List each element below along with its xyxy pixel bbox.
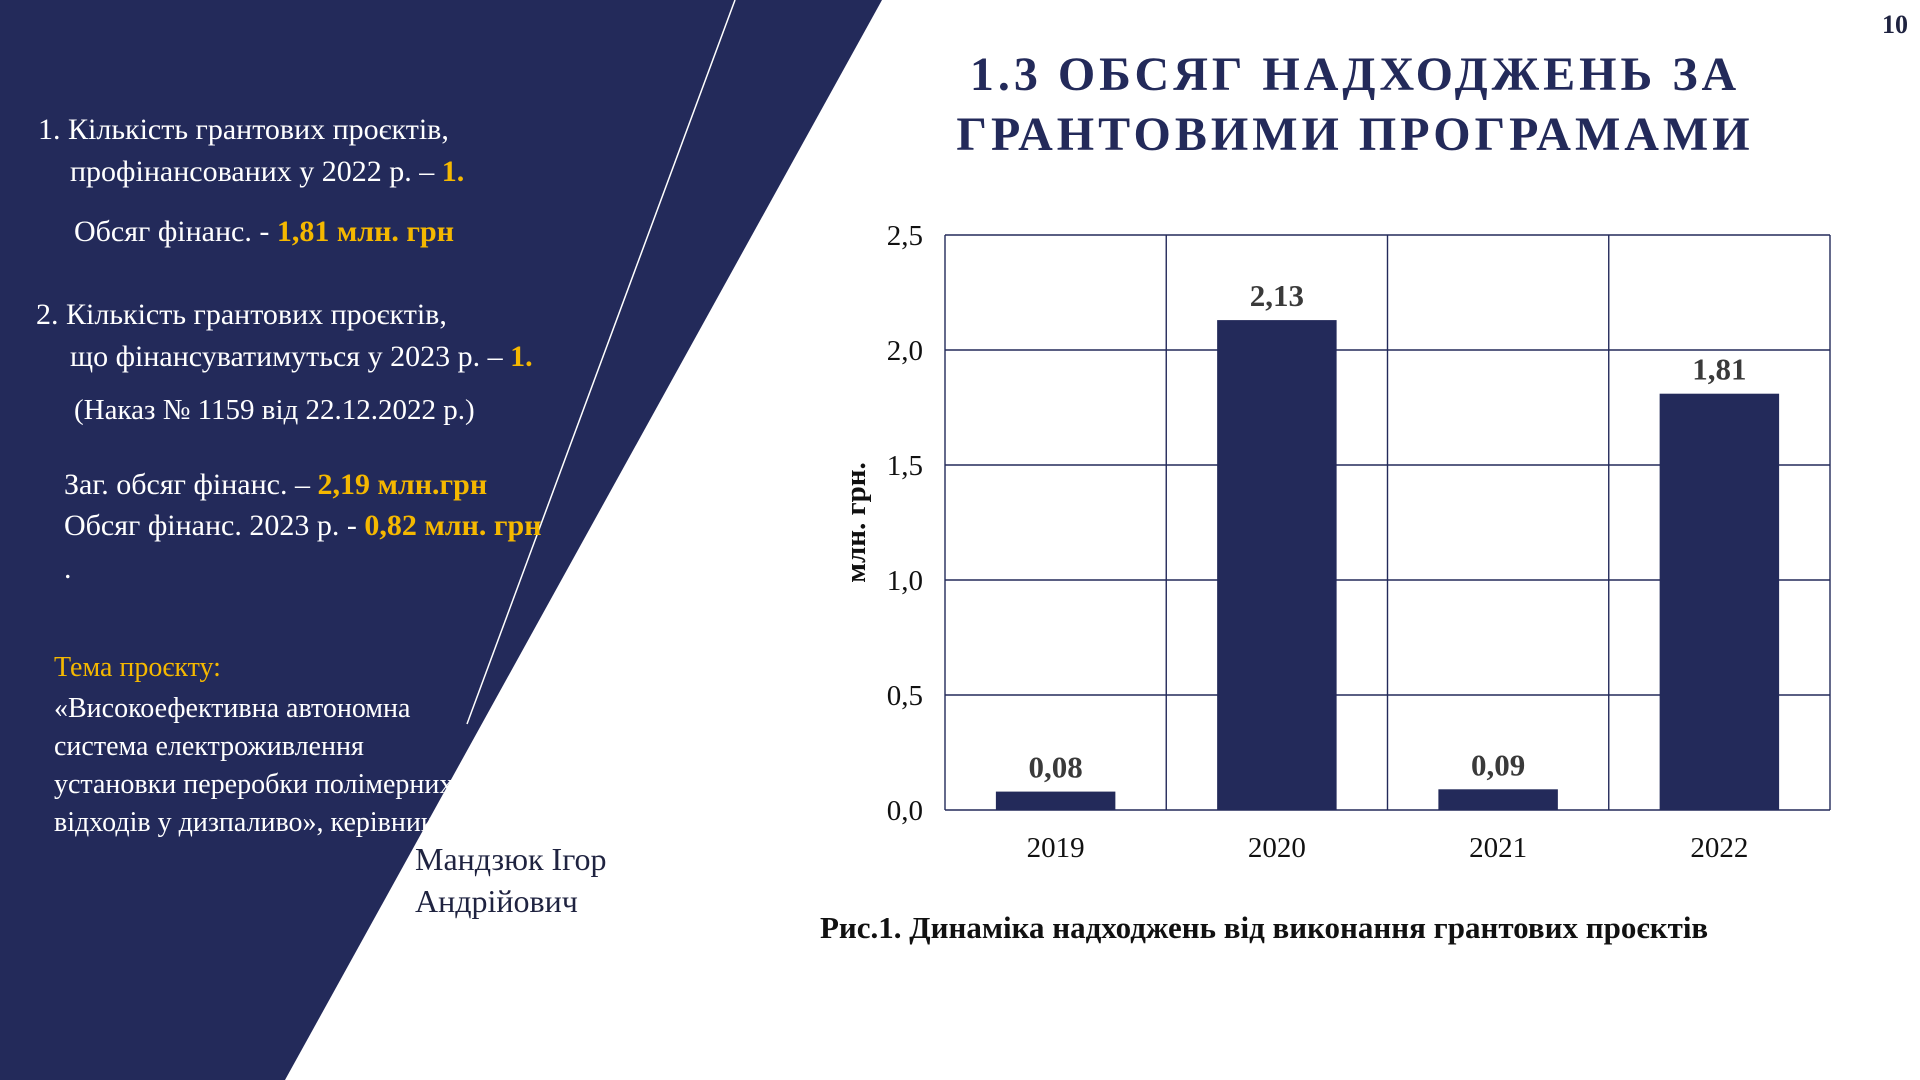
bar [996, 792, 1115, 810]
item1-value: 1. [441, 155, 465, 188]
bar-value-label: 0,09 [1471, 747, 1526, 783]
total-label: Заг. обсяг фінанс. – [64, 468, 318, 501]
y-tick-label: 0,0 [886, 795, 923, 827]
x-tick-label: 2019 [1026, 832, 1085, 864]
chart-caption: Рис.1. Динаміка надходжень від виконання грантових проєктів [820, 910, 1709, 945]
fin2023-label: Обсяг фінанс. 2023 р. - [64, 509, 365, 542]
topic-label: Тема проєкту: [54, 652, 221, 683]
bar-chart [840, 200, 1840, 870]
y-axis-label: млн. грн. [840, 462, 872, 583]
order-note: (Наказ № 1159 від 22.12.2022 р.) [74, 394, 475, 426]
y-tick-label: 1,5 [886, 450, 923, 482]
x-tick-label: 2021 [1469, 832, 1528, 864]
bar [1660, 394, 1779, 810]
y-tick-label: 2,5 [886, 220, 923, 252]
page-number: 10 [1882, 10, 1908, 39]
project-leader: Мандзюк Ігор Андрійович [415, 841, 607, 919]
bar-value-label: 2,13 [1249, 278, 1304, 314]
fin2023-value: 0,82 млн. грн [364, 509, 542, 542]
y-tick-label: 2,0 [886, 335, 923, 367]
financing-2023 [64, 509, 542, 543]
item1-financing [74, 215, 454, 249]
dot: . [64, 552, 72, 585]
y-tick-label: 0,5 [886, 680, 923, 712]
y-tick-label: 1,0 [886, 565, 923, 597]
bar [1217, 320, 1336, 810]
bar-value-label: 0,08 [1028, 749, 1083, 785]
item2-value: 1. [510, 340, 533, 373]
item1-fin-value: 1,81 млн. грн [276, 215, 455, 248]
item1-line2 [70, 155, 464, 189]
item2-line1: 2. Кількість грантових проєктів, [36, 298, 447, 331]
item1-line2-text: профінансованих у 2022 р. – [70, 155, 442, 188]
item1-fin-label: Обсяг фінанс. - [74, 215, 277, 248]
topic-text: «Високоефективна автономна система електроживлення установки переробки полімерних відходів у дизпаливо», керівник – [54, 693, 456, 838]
bar [1438, 789, 1557, 810]
item2-line2-text: що фінансуватимуться у 2023 р. – [70, 340, 511, 373]
bar-value-label: 1,81 [1692, 351, 1747, 387]
item2-line2 [70, 340, 533, 374]
total-value: 2,19 млн.грн [317, 468, 488, 501]
total-financing [64, 468, 487, 502]
x-tick-label: 2022 [1690, 832, 1749, 864]
x-tick-label: 2020 [1247, 832, 1306, 864]
slide-title: 1.3 ОБСЯГ НАДХОДЖЕНЬ ЗА ГРАНТОВИМИ ПРОГРАМАМИ [956, 48, 1754, 161]
item1-line1: 1. Кількість грантових проєктів, [38, 113, 449, 146]
